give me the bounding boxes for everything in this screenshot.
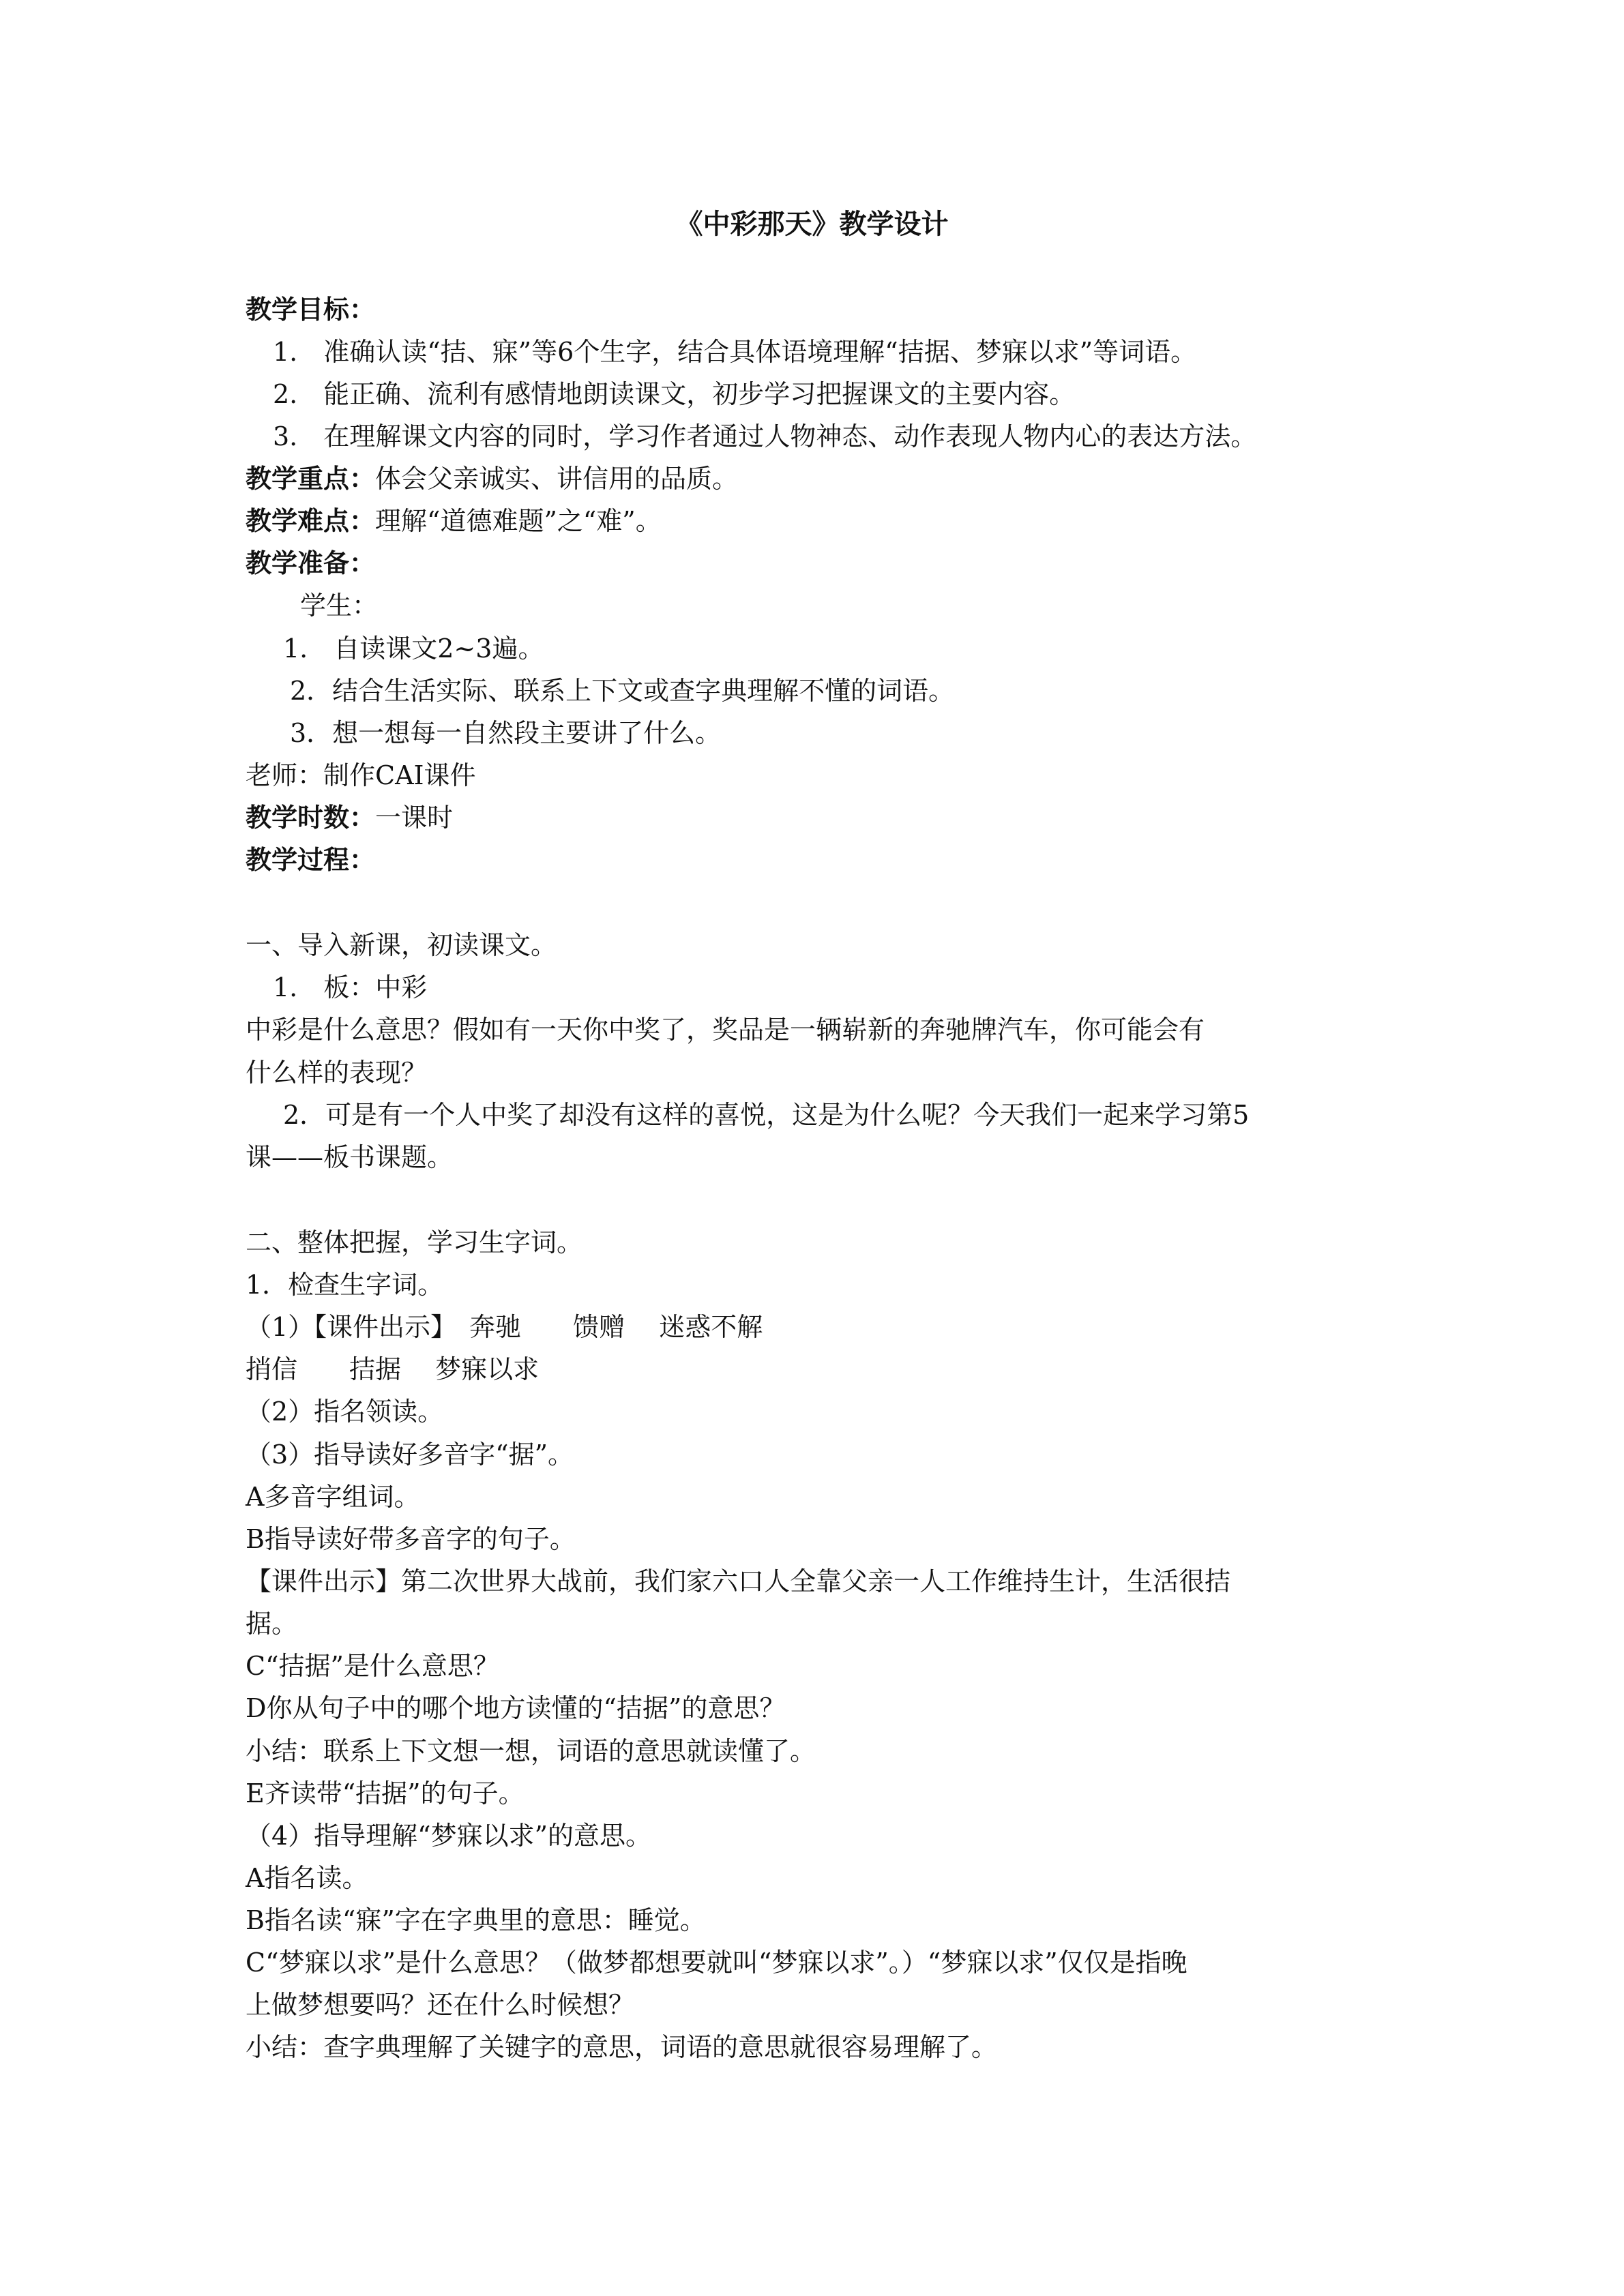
key-point-text: 体会父亲诚实、讲信用的品质。 <box>375 464 739 494</box>
section2-line: （4）指导理解“梦寐以求”的意思。 <box>246 1821 652 1851</box>
section2-line: E齐读带“拮据”的句子。 <box>246 1778 525 1808</box>
section1-line: 中彩是什么意思？假如有一天你中奖了，奖品是一辆崭新的奔驰牌汽车，你可能会有 <box>246 1015 1205 1045</box>
goals-label: 教学目标： <box>246 294 376 325</box>
section2-line: A多音字组词。 <box>246 1482 420 1512</box>
student-item: 1. 自读课文2~3遍。 <box>283 633 544 664</box>
section2-heading: 二、整体把握，学习生字词。 <box>246 1227 583 1257</box>
teaching-hours <box>246 801 453 834</box>
section2-line: 捎信 拮据 梦寐以求 <box>246 1354 540 1384</box>
section2-line: 小结：查字典理解了关键字的意思，词语的意思就很容易理解了。 <box>246 2032 998 2062</box>
section1-line: 1. 板：中彩 <box>273 972 428 1002</box>
teacher-prep: 老师：制作CAI课件 <box>246 760 476 790</box>
goal-item: 2. 能正确、流利有感情地朗读课文，初步学习把握课文的主要内容。 <box>273 379 1076 409</box>
section2-line: 【课件出示】第二次世界大战前，我们家六口人全靠父亲一人工作维持生计，生活很拮 <box>246 1566 1231 1596</box>
section2-line: B指导读好带多音字的句子。 <box>246 1524 576 1554</box>
section2-line: D你从句子中的哪个地方读懂的“拮据”的意思？ <box>246 1693 786 1723</box>
section2-line: 1．检查生字词。 <box>246 1270 444 1300</box>
section1-line: 什么样的表现？ <box>246 1058 428 1088</box>
key-point <box>246 462 738 495</box>
document-title: 《中彩那天》教学设计 <box>675 208 949 240</box>
difficulty <box>246 505 662 537</box>
section2-line: 小结：联系上下文想一想，词语的意思就读懂了。 <box>246 1736 816 1766</box>
process-label: 教学过程： <box>246 844 376 875</box>
student-item: 3．想一想每一自然段主要讲了什么。 <box>290 718 722 748</box>
key-point-label: 教学重点： <box>246 463 376 494</box>
section2-line: （2）指名领读。 <box>246 1397 444 1427</box>
section2-line: C“拮据”是什么意思？ <box>246 1651 499 1681</box>
student-item: 2．结合生活实际、联系上下文或查字典理解不懂的词语。 <box>290 676 955 706</box>
hours-label: 教学时数： <box>246 802 376 833</box>
difficulty-text: 理解“道德难题”之“难”。 <box>375 506 662 536</box>
section2-line: （1）【课件出示】 奔驰 馈赠 迷惑不解 <box>246 1312 763 1342</box>
section2-line: B指名读“寐”字在字典里的意思：睡觉。 <box>246 1905 706 1935</box>
section2-line: 据。 <box>246 1609 298 1639</box>
difficulty-label: 教学难点： <box>246 505 376 536</box>
section2-line: A指名读。 <box>246 1863 368 1893</box>
section2-line: C“梦寐以求”是什么意思？（做梦都想要就叫“梦寐以求”。）“梦寐以求”仅仅是指晚 <box>246 1948 1187 1978</box>
preparation-label: 教学准备： <box>246 548 376 578</box>
hours-text: 一课时 <box>375 803 454 833</box>
section2-line: （3）指导读好多音字“据”。 <box>246 1440 574 1470</box>
section1-heading: 一、导入新课，初读课文。 <box>246 930 557 960</box>
student-label: 学生： <box>300 591 379 621</box>
section1-line: 课——板书课题。 <box>246 1142 454 1172</box>
section2-line: 上做梦想要吗？还在什么时候想？ <box>246 1990 635 2020</box>
goal-item: 3. 在理解课文内容的同时，学习作者通过人物神态、动作表现人物内心的表达方法。 <box>273 421 1257 451</box>
goal-item: 1. 准确认读“拮、寐”等6个生字，结合具体语境理解“拮据、梦寐以求”等词语。 <box>273 337 1197 367</box>
section1-line: 2．可是有一个人中奖了却没有这样的喜悦，这是为什么呢？今天我们一起来学习第5 <box>283 1100 1250 1130</box>
